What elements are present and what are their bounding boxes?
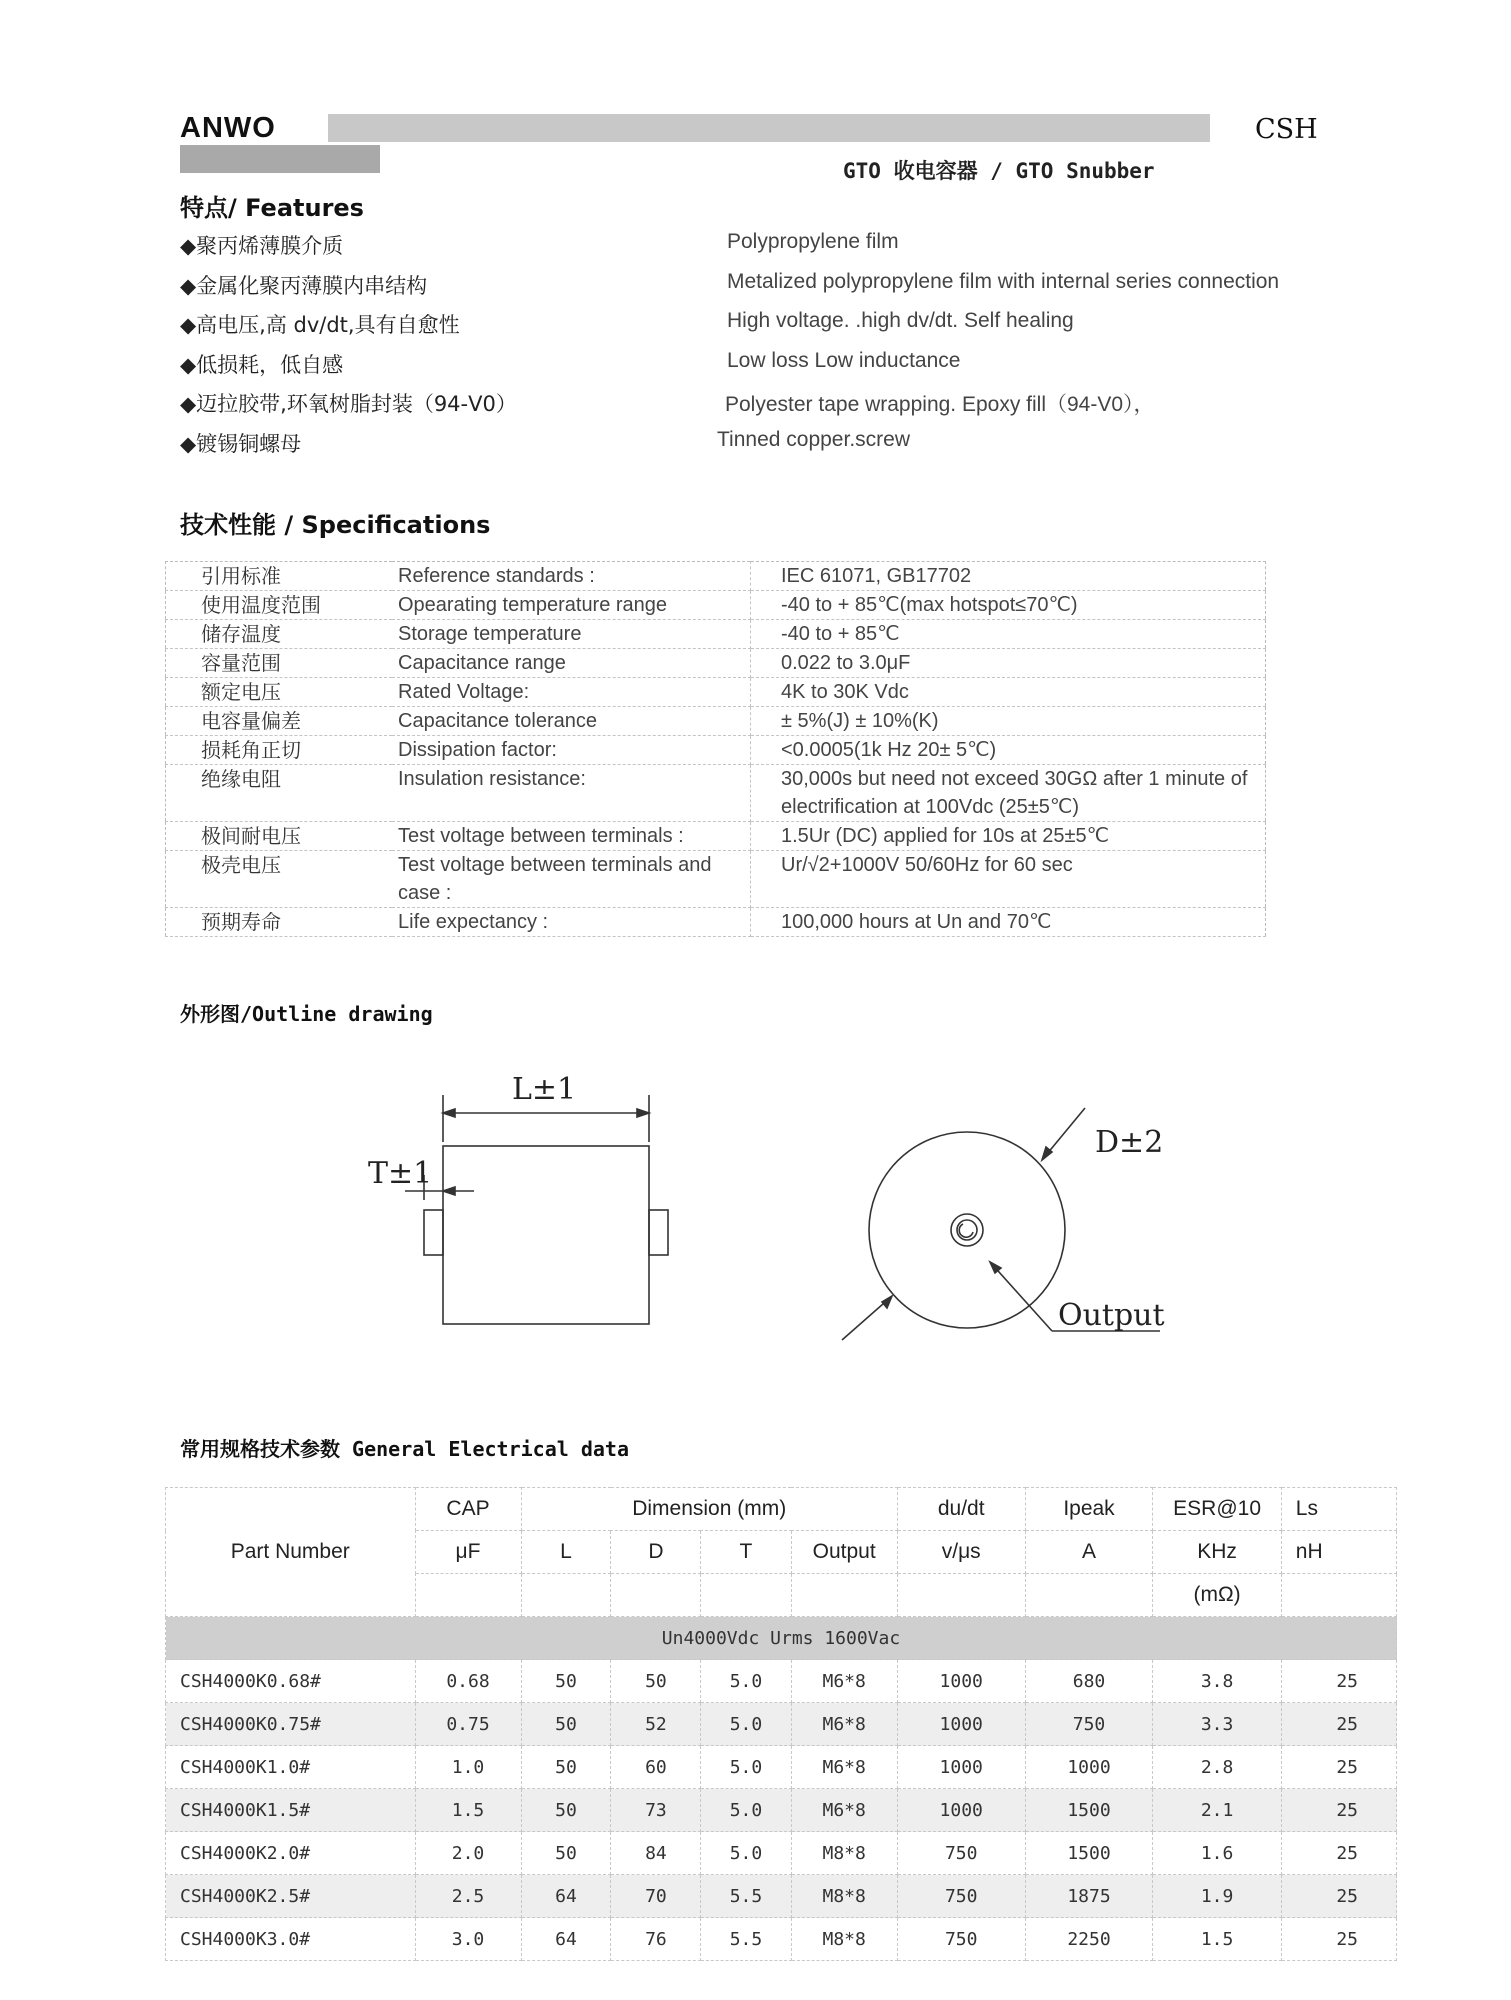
feature-cn: ◆聚丙烯薄膜介质 <box>180 234 344 258</box>
spec-en: Test voltage between terminals : <box>392 822 751 851</box>
cell-part-number: CSH4000K0.68# <box>166 1660 416 1703</box>
table-row <box>166 1746 1397 1789</box>
spec-en: Opearating temperature range <box>392 591 751 620</box>
cell-output: M8*8 <box>791 1918 897 1961</box>
spec-row <box>166 707 1266 736</box>
cell-part-number: CSH4000K0.75# <box>166 1703 416 1746</box>
header-dimension: Dimension (mm) <box>521 1488 897 1531</box>
cell-diameter: 70 <box>611 1875 701 1918</box>
cell-dudt: 750 <box>897 1875 1025 1918</box>
header-bar-accent <box>180 145 380 173</box>
output-arrow <box>990 1262 1052 1331</box>
label-diameter: D±2 <box>1095 1125 1164 1160</box>
cell-diameter: 73 <box>611 1789 701 1832</box>
cell-dudt: 1000 <box>897 1660 1025 1703</box>
spec-value: Ur/√2+1000V 50/60Hz for 60 sec <box>751 851 1266 908</box>
spec-cn: 额定电压 <box>166 678 393 707</box>
feature-cn: ◆低损耗，低自感 <box>180 352 344 377</box>
feature-en: Polyester tape wrapping. Epoxy fill（94-V0）， <box>725 393 1155 416</box>
spec-cn: 绝缘电阻 <box>166 765 393 822</box>
table-row <box>166 1703 1397 1746</box>
cell-ipeak: 1500 <box>1025 1832 1153 1875</box>
table-row <box>166 1832 1397 1875</box>
cell-dudt: 1000 <box>897 1703 1025 1746</box>
cell-ls: 25 <box>1281 1660 1396 1703</box>
cell-thickness: 5.0 <box>701 1703 791 1746</box>
feature-item <box>180 230 1360 270</box>
feature-en: Polypropylene film <box>727 230 899 253</box>
header-l: L <box>521 1531 611 1574</box>
cell-cap: 1.0 <box>415 1746 521 1789</box>
cell-thickness: 5.5 <box>701 1918 791 1961</box>
cell-thickness: 5.0 <box>701 1660 791 1703</box>
cell-output: M6*8 <box>791 1789 897 1832</box>
cell-ipeak: 1875 <box>1025 1875 1153 1918</box>
header-ipeak: Ipeak <box>1025 1488 1153 1531</box>
spec-value: -40 to + 85℃(max hotspot≤70℃) <box>751 591 1266 620</box>
cell-ls: 25 <box>1281 1875 1396 1918</box>
header-part-number: Part Number <box>166 1488 416 1617</box>
spec-en: Storage temperature <box>392 620 751 649</box>
cell-thickness: 5.0 <box>701 1746 791 1789</box>
cell-thickness: 5.5 <box>701 1875 791 1918</box>
spec-row <box>166 620 1266 649</box>
spec-value: 100,000 hours at Un and 70℃ <box>751 908 1266 937</box>
header-output: Output <box>791 1531 897 1574</box>
header-cap: CAP <box>415 1488 521 1531</box>
feature-en: High voltage. .high dv/dt. Self healing <box>727 309 1074 332</box>
cell-esr: 2.1 <box>1153 1789 1281 1832</box>
spec-value: IEC 61071, GB17702 <box>751 562 1266 591</box>
cell-output: M6*8 <box>791 1746 897 1789</box>
header-ls-unit: nH <box>1281 1531 1396 1574</box>
header-cap-unit: μF <box>415 1531 521 1574</box>
feature-en: Low loss Low inductance <box>727 348 961 372</box>
spec-value: 0.022 to 3.0μF <box>751 649 1266 678</box>
spec-value: 30,000s but need not exceed 30GΩ after 1 minute of electrification at 100Vdc (25±5℃) <box>751 765 1266 822</box>
cell-cap: 2.0 <box>415 1832 521 1875</box>
spec-cn: 使用温度范围 <box>166 591 393 620</box>
cell-esr: 1.6 <box>1153 1832 1281 1875</box>
cell-ls: 25 <box>1281 1703 1396 1746</box>
brand-logo: ANWO <box>180 112 276 144</box>
cell-cap: 3.0 <box>415 1918 521 1961</box>
cell-part-number: CSH4000K2.0# <box>166 1832 416 1875</box>
cell-ls: 25 <box>1281 1918 1396 1961</box>
specifications-title: 技术性能 / Specifications <box>180 511 491 539</box>
feature-item <box>180 349 1360 389</box>
capacitor-body-side <box>443 1146 649 1324</box>
header-ls: Ls <box>1281 1488 1396 1531</box>
cell-length: 64 <box>521 1875 611 1918</box>
spec-value: -40 to + 85℃ <box>751 620 1266 649</box>
cell-diameter: 76 <box>611 1918 701 1961</box>
label-output: Output <box>1058 1298 1165 1333</box>
cell-esr: 1.5 <box>1153 1918 1281 1961</box>
cell-dudt: 1000 <box>897 1789 1025 1832</box>
feature-en: Metalized polypropylene film with internal series connection <box>727 269 1280 293</box>
cell-ipeak: 1500 <box>1025 1789 1153 1832</box>
cell-length: 64 <box>521 1918 611 1961</box>
cell-length: 50 <box>521 1832 611 1875</box>
header-t: T <box>701 1531 791 1574</box>
table-row <box>166 1875 1397 1918</box>
cell-diameter: 60 <box>611 1746 701 1789</box>
cell-ipeak: 750 <box>1025 1703 1153 1746</box>
header-dudt-unit: v/μs <box>897 1531 1025 1574</box>
feature-item <box>180 388 1360 428</box>
spec-value: 1.5Ur (DC) applied for 10s at 25±5℃ <box>751 822 1266 851</box>
table-row <box>166 1660 1397 1703</box>
capacitor-body-front <box>869 1132 1065 1328</box>
cell-esr: 3.8 <box>1153 1660 1281 1703</box>
feature-cn: ◆镀锡铜螺母 <box>180 431 302 456</box>
cell-ipeak: 1000 <box>1025 1746 1153 1789</box>
cell-part-number: CSH4000K3.0# <box>166 1918 416 1961</box>
header-dudt: du/dt <box>897 1488 1025 1531</box>
cell-length: 50 <box>521 1789 611 1832</box>
spec-row <box>166 822 1266 851</box>
cell-diameter: 52 <box>611 1703 701 1746</box>
cell-thickness: 5.0 <box>701 1832 791 1875</box>
spec-row <box>166 765 1266 822</box>
outline-drawing <box>330 1060 1230 1360</box>
spec-row <box>166 649 1266 678</box>
spec-cn: 损耗角正切 <box>166 736 393 765</box>
spec-en: Capacitance tolerance <box>392 707 751 736</box>
spec-en: Capacitance range <box>392 649 751 678</box>
left-terminal <box>424 1210 443 1255</box>
feature-cn: ◆高电压,高 dv/dt,具有自愈性 <box>180 313 460 337</box>
spec-value: ± 5%(J) ± 10%(K) <box>751 707 1266 736</box>
electrical-title: 常用规格技术参数 General Electrical data <box>180 1437 629 1461</box>
header-ipeak-unit: A <box>1025 1531 1153 1574</box>
cell-dudt: 750 <box>897 1918 1025 1961</box>
cell-cap: 0.75 <box>415 1703 521 1746</box>
spec-en: Rated Voltage: <box>392 678 751 707</box>
spec-cn: 容量范围 <box>166 649 393 678</box>
right-terminal <box>649 1210 668 1255</box>
cell-ipeak: 2250 <box>1025 1918 1153 1961</box>
features-list <box>180 230 1360 467</box>
spec-value: 4K to 30K Vdc <box>751 678 1266 707</box>
cell-output: M6*8 <box>791 1703 897 1746</box>
spec-cn: 极壳电压 <box>166 851 393 908</box>
feature-en: Tinned copper.screw <box>717 427 910 451</box>
spec-cn: 预期寿命 <box>166 908 393 937</box>
electrical-data-table <box>165 1487 1397 1961</box>
spec-cn: 极间耐电压 <box>166 822 393 851</box>
header-bar <box>328 114 1210 142</box>
cell-length: 50 <box>521 1660 611 1703</box>
cell-part-number: CSH4000K1.5# <box>166 1789 416 1832</box>
cell-ls: 25 <box>1281 1746 1396 1789</box>
specifications-table <box>165 561 1266 937</box>
feature-item <box>180 309 1360 349</box>
spec-cn: 引用标准 <box>166 562 393 591</box>
spec-en: Test voltage between terminals and case : <box>392 851 751 908</box>
spec-cn: 储存温度 <box>166 620 393 649</box>
feature-cn: ◆金属化聚丙薄膜内串结构 <box>180 273 428 298</box>
spec-row <box>166 908 1266 937</box>
output-terminal <box>951 1214 983 1246</box>
cell-diameter: 50 <box>611 1660 701 1703</box>
cell-diameter: 84 <box>611 1832 701 1875</box>
cell-output: M6*8 <box>791 1660 897 1703</box>
cell-output: M8*8 <box>791 1875 897 1918</box>
feature-item <box>180 428 1360 468</box>
spec-row <box>166 591 1266 620</box>
feature-cn: ◆迈拉胶带,环氧树脂封装（94-V0） <box>180 392 517 416</box>
outline-title: 外形图/Outline drawing <box>180 1002 433 1026</box>
spec-row <box>166 562 1266 591</box>
cell-cap: 0.68 <box>415 1660 521 1703</box>
voltage-group-row: Un4000Vdc Urms 1600Vac <box>166 1617 1397 1660</box>
header-esr-unit2: (mΩ) <box>1153 1574 1281 1617</box>
header-esr-unit: KHz <box>1153 1531 1281 1574</box>
cell-part-number: CSH4000K2.5# <box>166 1875 416 1918</box>
features-title: 特点/ Features <box>180 194 364 222</box>
cell-output: M8*8 <box>791 1832 897 1875</box>
cell-dudt: 750 <box>897 1832 1025 1875</box>
spec-value: <0.0005(1k Hz 20± 5℃) <box>751 736 1266 765</box>
cell-length: 50 <box>521 1703 611 1746</box>
header-d: D <box>611 1531 701 1574</box>
cell-esr: 2.8 <box>1153 1746 1281 1789</box>
spec-row <box>166 736 1266 765</box>
spec-row <box>166 678 1266 707</box>
spec-en: Reference standards : <box>392 562 751 591</box>
feature-item <box>180 270 1360 310</box>
cell-length: 50 <box>521 1746 611 1789</box>
spec-row <box>166 851 1266 908</box>
cell-esr: 1.9 <box>1153 1875 1281 1918</box>
cell-thickness: 5.0 <box>701 1789 791 1832</box>
cell-cap: 1.5 <box>415 1789 521 1832</box>
cell-esr: 3.3 <box>1153 1703 1281 1746</box>
cell-ls: 25 <box>1281 1832 1396 1875</box>
page-subtitle: GTO 收电容器 / GTO Snubber <box>843 159 1155 183</box>
cell-ipeak: 680 <box>1025 1660 1153 1703</box>
spec-cn: 电容量偏差 <box>166 707 393 736</box>
spec-en: Life expectancy : <box>392 908 751 937</box>
label-thickness: T±1 <box>368 1156 433 1191</box>
spec-en: Dissipation factor: <box>392 736 751 765</box>
cell-dudt: 1000 <box>897 1746 1025 1789</box>
cell-part-number: CSH4000K1.0# <box>166 1746 416 1789</box>
label-length: L±1 <box>512 1072 577 1107</box>
series-code: CSH <box>1255 114 1318 145</box>
cell-cap: 2.5 <box>415 1875 521 1918</box>
table-row <box>166 1789 1397 1832</box>
table-row <box>166 1918 1397 1961</box>
spec-en: Insulation resistance: <box>392 765 751 822</box>
header-esr: ESR@10 <box>1153 1488 1281 1531</box>
cell-ls: 25 <box>1281 1789 1396 1832</box>
